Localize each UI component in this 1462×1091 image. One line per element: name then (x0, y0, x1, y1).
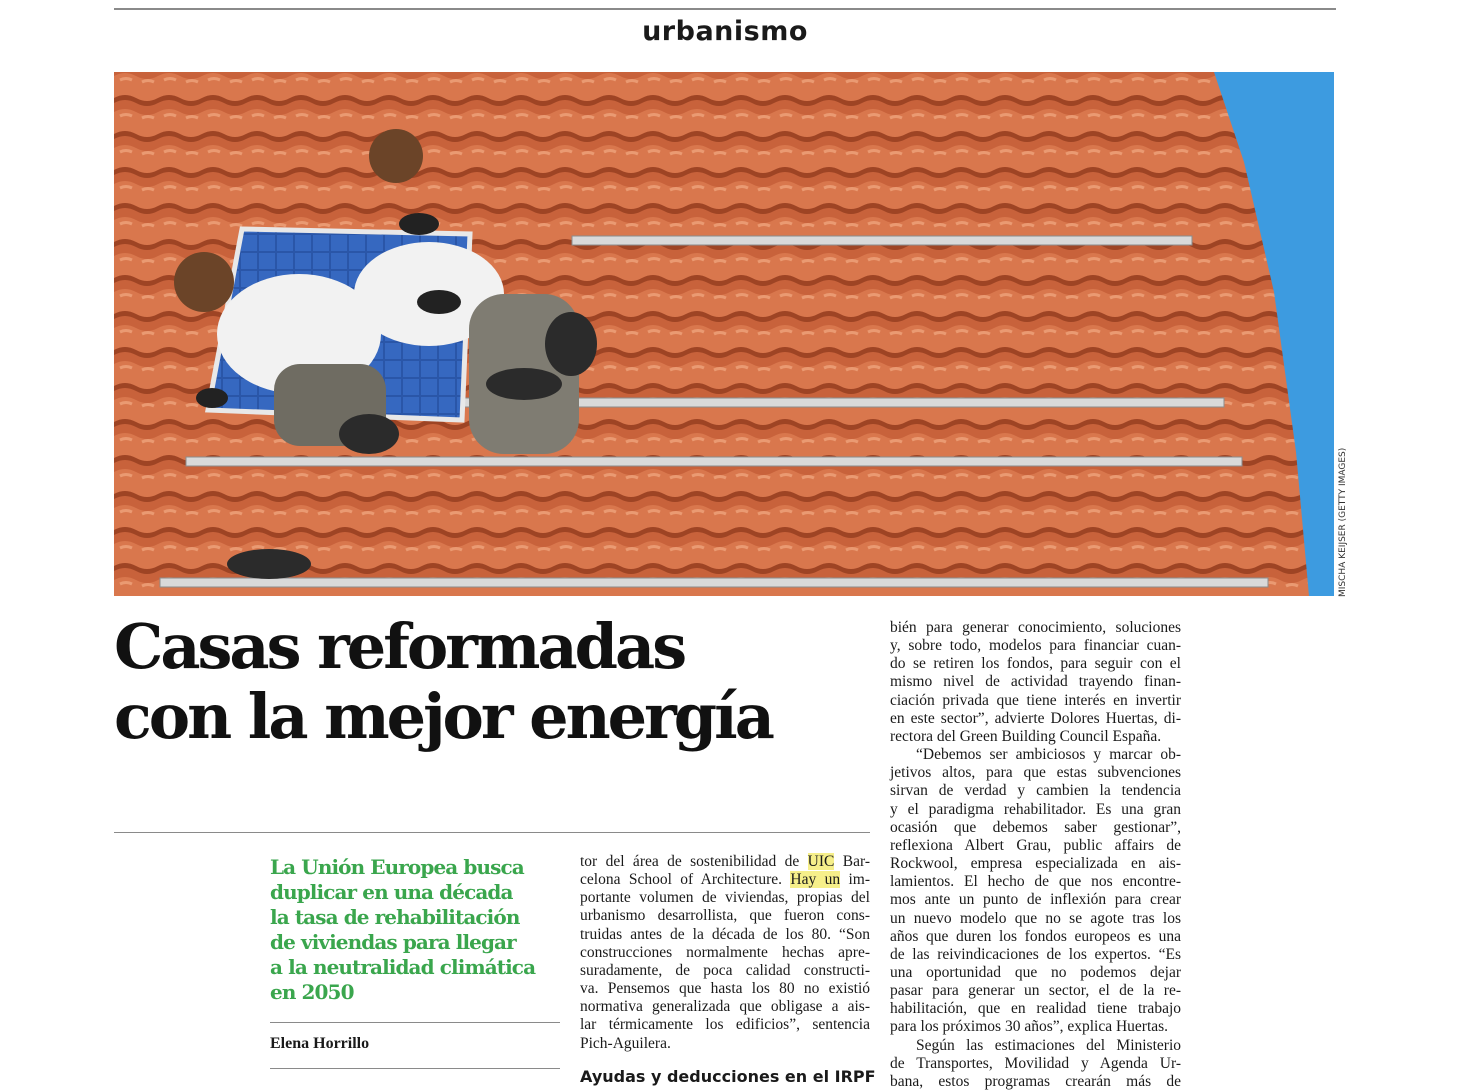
byline: Elena Horrillo (270, 1035, 370, 1052)
body-line: ciación privada que tiene interés en invertir (890, 691, 1181, 709)
body-line: rectora del Green Building Council España. (890, 727, 1162, 745)
highlighted-text: UIC (807, 853, 835, 870)
body-line: lar térmicamente los edificios”, sentencia (580, 1016, 870, 1034)
body-line: jetivos altos, para que estas subvenciones (890, 764, 1181, 782)
body-line: de Transportes, Movilidad y Agenda Ur- (890, 1054, 1181, 1072)
highlighted-text: Hay un (790, 871, 841, 889)
body-line: de las reivindicaciones de los expertos. “Es (890, 945, 1181, 963)
standfirst-line: La Unión Europea busca (270, 855, 524, 879)
body-line: un nuevo modelo que no se agote tras los (890, 909, 1181, 927)
body-line: lamientos. El hecho de que nos encontre- (890, 873, 1181, 891)
divider-rule (114, 832, 870, 833)
body-line: y, sobre todo, modelos para financiar cuan- (890, 637, 1181, 655)
body-column-2 (890, 619, 1181, 1091)
body-line: reflexiona Albert Grau, public affairs de (890, 836, 1181, 854)
body-line: para los próximos 30 años”, explica Huertas. (890, 1018, 1169, 1036)
body-line: Pich-Aguilera. (580, 1034, 671, 1052)
headline-line-2: con la mejor energía (114, 680, 772, 753)
body-line: suradamente, de poca calidad constructi- (580, 961, 870, 979)
standfirst-line: la tasa de rehabilitación (270, 905, 520, 929)
body-line: bién para generar conocimiento, soluciones (890, 619, 1181, 636)
body-line: años que duren los fondos europeos es una (890, 927, 1181, 945)
body-line: construcciones normalmente hechas apre- (580, 943, 870, 961)
body-line: una oportunidad que no podemos dejar (890, 963, 1181, 981)
body-line: normativa generalizada que obligase a ais- (580, 998, 870, 1016)
photo-credit: MISCHA KEIJSER (GETTY IMAGES) (1338, 447, 1348, 597)
text-run: celona School of Architecture. (580, 871, 791, 889)
body-line: ocasión que debemos saber gestionar”, (890, 818, 1181, 836)
top-rule (114, 8, 1336, 10)
body-line (580, 853, 870, 871)
text-run: Bar- (834, 853, 870, 870)
body-line: portante volumen de viviendas, propias del (580, 889, 870, 907)
body-line: pasar para generar un sector, el de la re- (890, 982, 1181, 1000)
body-line: urbanismo desarrollista, que fueron cons- (580, 907, 870, 925)
subheading: Ayudas y deducciones en el IRPF (580, 1067, 876, 1086)
body-line: truidas antes de la década de los 80. “Son (580, 925, 870, 943)
byline-rule (270, 1068, 560, 1069)
text-run: im- (840, 871, 870, 889)
body-line: habilitación, que en realidad tiene trabajo (890, 1000, 1181, 1018)
standfirst-line: duplicar en una década (270, 880, 513, 904)
body-line: y el paradigma rehabilitador. Es una gran (890, 800, 1181, 818)
headline-line-1: Casas reformadas (114, 610, 685, 683)
body-line: va. Pensemos que hasta los 80 no existió (580, 980, 870, 998)
roof-solar-panel-photo (114, 72, 1334, 596)
section-label: urbanismo (642, 16, 808, 47)
body-line: “Debemos ser ambiciosos y marcar ob- (916, 746, 1181, 764)
body-column-1 (580, 853, 870, 1053)
headline (114, 612, 854, 752)
body-line: en este sector”, advierte Dolores Huertas, di- (890, 709, 1181, 727)
body-line: sirvan de verdad y cambien la tendencia (890, 782, 1181, 800)
body-line: Según las estimaciones del Ministerio (916, 1036, 1181, 1054)
body-line: Rockwool, empresa especializada en ais- (890, 855, 1181, 873)
standfirst-line: en 2050 (270, 980, 354, 1004)
body-line (580, 871, 870, 889)
body-line: do se retiren los fondos, para seguir con el (890, 655, 1181, 673)
body-line: mismo nivel de actividad trayendo finan- (890, 673, 1181, 691)
standfirst-line: a la neutralidad climática (270, 955, 536, 979)
text-run: tor del área de sostenibilidad de (580, 853, 808, 870)
standfirst-line: de viviendas para llegar (270, 930, 516, 954)
body-line: mos ante un punto de inflexión para crear (890, 891, 1181, 909)
standfirst (270, 855, 562, 1005)
byline-rule (270, 1022, 560, 1023)
body-line: bana, estos programas crearán más de (890, 1072, 1181, 1090)
